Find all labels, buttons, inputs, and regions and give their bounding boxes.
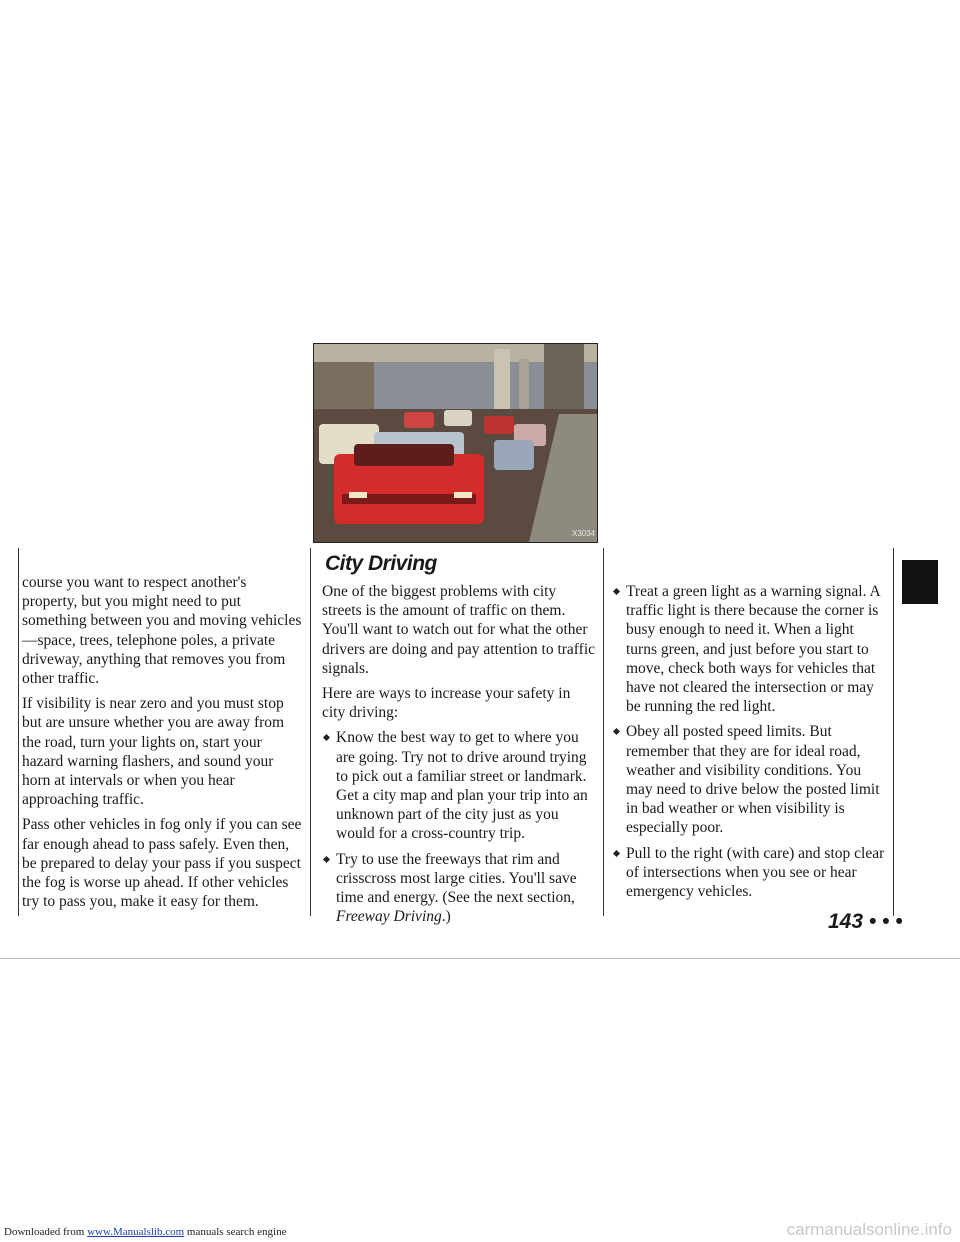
right-column [612,582,887,907]
column-rule-mid-left [310,548,311,916]
photo-code: X3034 [572,529,596,538]
city-traffic-illustration [314,344,597,542]
page-bottom-rule [0,958,960,959]
tip-use-freeways-end: .) [441,908,451,926]
column-rule-right [893,548,894,916]
paragraph-fog-shelter: course you want to respect another's property, but you might need to put something between you and moving vehicles—space, trees, telephone poles, a private driveway, anything that removes you from other traffic. [22,574,302,688]
left-column [22,573,302,917]
paragraph-pass-in-fog: Pass other vehicles in fog only if you can see far enough ahead to pass safely. Even then, be prepared to delay your pass if you suspect the fog is worse up ahead. If other vehicles try to pass you, make it easy for them. [22,816,302,911]
tip-green-light: Treat a green light as a warning signal. A traffic light is there because the corner is busy enough to need it. When a light turns green, and just before you start to move, check both ways for vehicles that have not cleared the intersection or may be running the red light. [612,582,887,716]
section-heading: City Driving [325,552,437,575]
middle-column [322,582,597,932]
city-driving-intro: One of the biggest problems with city streets is the amount of traffic on them. You'll want to watch out for what the other drivers are doing and pay attention to traffic signals. [322,583,596,677]
section-tab-marker [902,560,938,604]
footer-prefix: Downloaded from [4,1226,88,1238]
download-footer [4,1226,286,1238]
tip-emergency-vehicles: Pull to the right (with care) and stop clear of intersections when you see or hear emergency vehicles. [612,844,887,902]
page-number: 143 • • • [828,910,903,933]
footer-suffix: manuals search engine [184,1226,287,1238]
tip-use-freeways [322,850,597,927]
city-driving-tips-continued [612,582,887,901]
city-traffic-photo [313,343,598,543]
tip-use-freeways-text: Try to use the freeways that rim and crisscross most large cities. You'll save time and energy. (See the next section, [336,850,577,907]
column-rule-mid-right [603,548,604,916]
city-driving-lead: Here are ways to increase your safety in city driving: [322,685,571,722]
city-driving-tips [322,728,597,926]
freeway-driving-reference: Freeway Driving [336,908,442,926]
watermark: carmanualsonline.info [786,1220,952,1239]
manualslib-link[interactable]: www.Manualslib.com [87,1226,185,1238]
tip-know-the-way: Know the best way to get to where you are going. Try not to drive around trying to pick out a familiar street or landmark. Get a city map and plan your trip into an unknown part of the city just as you would for a cross-country trip. [322,728,597,843]
paragraph-visibility-zero: If visibility is near zero and you must stop but are unsure whether you are away from the road, turn your lights on, start your hazard warning flashers, and sound your horn at intervals or when you hear approaching traffic. [22,695,285,809]
tip-speed-limits: Obey all posted speed limits. But remember that they are for ideal road, weather and visibility conditions. You may need to drive below the posted limit in bad weather or when visibility is especially poor. [612,722,887,837]
column-rule-left [18,548,19,916]
